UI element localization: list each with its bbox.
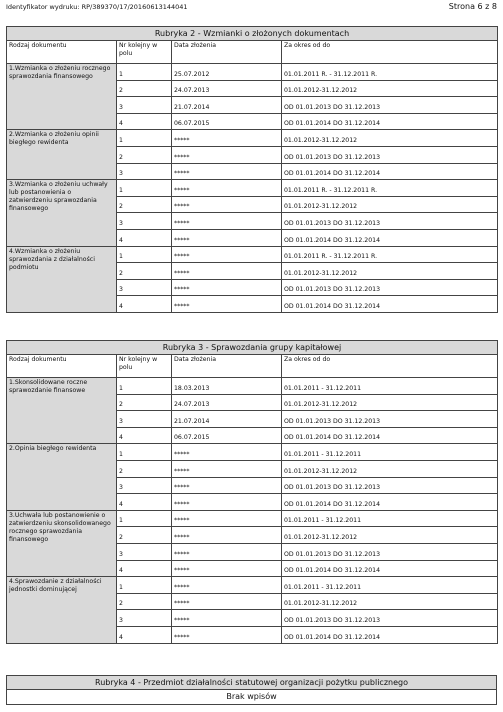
period: OD 01.01.2014 DO 31.12.2014 xyxy=(282,113,498,130)
rubryka-3-table xyxy=(6,340,498,644)
entry-number: 4 xyxy=(117,494,172,511)
entry-number: 4 xyxy=(117,296,172,313)
entry-number: 1 xyxy=(117,64,172,81)
submission-date: ***** xyxy=(172,180,282,197)
period: OD 01.01.2014 DO 31.12.2014 xyxy=(282,494,498,511)
entry-number: 1 xyxy=(117,510,172,527)
submission-date: 21.07.2014 xyxy=(172,97,282,114)
entry-number: 2 xyxy=(117,263,172,280)
column-header-row xyxy=(7,355,498,378)
column-header-row xyxy=(7,41,498,64)
column-header: Rodzaj dokumentu xyxy=(7,41,117,64)
document-type: 3.Wzmianka o złożeniu uchwały lub postanowienia o zatwierdzeniu sprawozdania finansowego xyxy=(7,180,117,246)
period: 01.01.2012-31.12.2012 xyxy=(282,593,498,610)
submission-date: 25.07.2012 xyxy=(172,64,282,81)
period: 01.01.2012-31.12.2012 xyxy=(282,130,498,147)
period: OD 01.01.2013 DO 31.12.2013 xyxy=(282,477,498,494)
document-type: 2.Wzmianka o złożeniu opinii biegłego rewidenta xyxy=(7,130,117,180)
submission-date: 06.07.2015 xyxy=(172,113,282,130)
entry-number: 2 xyxy=(117,80,172,97)
submission-date: ***** xyxy=(172,460,282,477)
entry-number: 1 xyxy=(117,577,172,594)
column-header: Data złożenia xyxy=(172,41,282,64)
entry-number: 3 xyxy=(117,477,172,494)
entry-number: 4 xyxy=(117,626,172,643)
entry-number: 3 xyxy=(117,163,172,180)
table-row xyxy=(7,246,498,263)
section-title: Rubryka 3 - Sprawozdania grupy kapitałowej xyxy=(7,341,498,355)
document-type: 3.Uchwała lub postanowienie o zatwierdzeniu skonsolidowanego rocznego sprawozdania finansowego xyxy=(7,510,117,576)
document-type: 2.Opinia biegłego rewidenta xyxy=(7,444,117,510)
entry-number: 2 xyxy=(117,146,172,163)
section-title: Rubryka 4 - Przedmiot działalności statutowej organizacji pożytku publicznego xyxy=(7,676,497,690)
entry-number: 1 xyxy=(117,180,172,197)
period: OD 01.01.2014 DO 31.12.2014 xyxy=(282,626,498,643)
entry-number: 4 xyxy=(117,229,172,246)
submission-date: 21.07.2014 xyxy=(172,411,282,428)
entry-number: 3 xyxy=(117,411,172,428)
entry-number: 2 xyxy=(117,527,172,544)
period: OD 01.01.2013 DO 31.12.2013 xyxy=(282,411,498,428)
submission-date: ***** xyxy=(172,229,282,246)
submission-date: 18.03.2013 xyxy=(172,378,282,395)
period: 01.01.2012-31.12.2012 xyxy=(282,263,498,280)
period: 01.01.2011 R. - 31.12.2011 R. xyxy=(282,180,498,197)
entry-number: 3 xyxy=(117,97,172,114)
entry-number: 2 xyxy=(117,394,172,411)
submission-date: ***** xyxy=(172,510,282,527)
period: 01.01.2012-31.12.2012 xyxy=(282,196,498,213)
period: OD 01.01.2013 DO 31.12.2013 xyxy=(282,213,498,230)
period: 01.01.2012-31.12.2012 xyxy=(282,80,498,97)
rubryka-2-table xyxy=(6,26,498,313)
submission-date: ***** xyxy=(172,477,282,494)
entry-number: 1 xyxy=(117,444,172,461)
document-type: 1.Wzmianka o złożeniu rocznego sprawozdania finansowego xyxy=(7,64,117,130)
period: 01.01.2011 - 31.12.2011 xyxy=(282,378,498,395)
section-title-row xyxy=(7,341,498,355)
document-type: 4.Sprawozdanie z działalności jednostki dominującej xyxy=(7,577,117,643)
submission-date: ***** xyxy=(172,593,282,610)
entry-number: 4 xyxy=(117,560,172,577)
section-title: Rubryka 2 - Wzmianki o złożonych dokumentach xyxy=(7,27,498,41)
submission-date: 24.07.2013 xyxy=(172,394,282,411)
document-type: 1.Skonsolidowane roczne sprawozdanie finansowe xyxy=(7,378,117,444)
entry-number: 3 xyxy=(117,610,172,627)
table-row xyxy=(7,577,498,594)
entry-number: 1 xyxy=(117,246,172,263)
empty-row xyxy=(7,690,497,705)
period: OD 01.01.2013 DO 31.12.2013 xyxy=(282,279,498,296)
submission-date: ***** xyxy=(172,296,282,313)
period: OD 01.01.2013 DO 31.12.2013 xyxy=(282,610,498,627)
column-header: Za okres od do xyxy=(282,41,498,64)
section-title-row xyxy=(7,27,498,41)
entry-number: 4 xyxy=(117,113,172,130)
submission-date: ***** xyxy=(172,246,282,263)
period: OD 01.01.2014 DO 31.12.2014 xyxy=(282,560,498,577)
column-header: Nr kolejny w polu xyxy=(117,41,172,64)
page-number: Strona 6 z 8 xyxy=(448,2,497,11)
period: 01.01.2011 R. - 31.12.2011 R. xyxy=(282,246,498,263)
table-row xyxy=(7,130,498,147)
page-header xyxy=(6,3,497,15)
rubryka-4-table xyxy=(6,675,497,705)
entry-number: 1 xyxy=(117,130,172,147)
submission-date: 06.07.2015 xyxy=(172,427,282,444)
submission-date: ***** xyxy=(172,213,282,230)
period: OD 01.01.2014 DO 31.12.2014 xyxy=(282,229,498,246)
period: OD 01.01.2013 DO 31.12.2013 xyxy=(282,146,498,163)
column-header: Data złożenia xyxy=(172,355,282,378)
entry-number: 3 xyxy=(117,543,172,560)
submission-date: ***** xyxy=(172,444,282,461)
entry-number: 3 xyxy=(117,279,172,296)
entry-number: 1 xyxy=(117,378,172,395)
period: OD 01.01.2013 DO 31.12.2013 xyxy=(282,543,498,560)
entry-number: 3 xyxy=(117,213,172,230)
column-header: Za okres od do xyxy=(282,355,498,378)
submission-date: ***** xyxy=(172,527,282,544)
submission-date: ***** xyxy=(172,560,282,577)
empty-entries-label: Brak wpisów xyxy=(7,690,497,705)
submission-date: ***** xyxy=(172,130,282,147)
period: OD 01.01.2014 DO 31.12.2014 xyxy=(282,163,498,180)
submission-date: ***** xyxy=(172,610,282,627)
table-row xyxy=(7,64,498,81)
table-row xyxy=(7,180,498,197)
entry-number: 2 xyxy=(117,196,172,213)
section-title-row xyxy=(7,676,497,690)
period: 01.01.2011 - 31.12.2011 xyxy=(282,444,498,461)
entry-number: 2 xyxy=(117,593,172,610)
submission-date: ***** xyxy=(172,196,282,213)
column-header: Rodzaj dokumentu xyxy=(7,355,117,378)
submission-date: ***** xyxy=(172,626,282,643)
submission-date: ***** xyxy=(172,163,282,180)
period: 01.01.2011 - 31.12.2011 xyxy=(282,510,498,527)
period: 01.01.2011 - 31.12.2011 xyxy=(282,577,498,594)
period: 01.01.2011 R. - 31.12.2011 R. xyxy=(282,64,498,81)
entry-number: 4 xyxy=(117,427,172,444)
column-header: Nr kolejny w polu xyxy=(117,355,172,378)
print-identifier: Identyfikator wydruku: RP/389370/17/20160613144041 xyxy=(6,3,188,11)
submission-date: ***** xyxy=(172,279,282,296)
submission-date: 24.07.2013 xyxy=(172,80,282,97)
period: 01.01.2012-31.12.2012 xyxy=(282,394,498,411)
period: OD 01.01.2014 DO 31.12.2014 xyxy=(282,296,498,313)
period: OD 01.01.2014 DO 31.12.2014 xyxy=(282,427,498,444)
period: 01.01.2012-31.12.2012 xyxy=(282,527,498,544)
period: 01.01.2012-31.12.2012 xyxy=(282,460,498,477)
table-row xyxy=(7,444,498,461)
entry-number: 2 xyxy=(117,460,172,477)
submission-date: ***** xyxy=(172,494,282,511)
submission-date: ***** xyxy=(172,263,282,280)
table-row xyxy=(7,378,498,395)
submission-date: ***** xyxy=(172,146,282,163)
submission-date: ***** xyxy=(172,543,282,560)
table-row xyxy=(7,510,498,527)
submission-date: ***** xyxy=(172,577,282,594)
document-type: 4.Wzmianka o złożeniu sprawozdania z działalności podmiotu xyxy=(7,246,117,312)
period: OD 01.01.2013 DO 31.12.2013 xyxy=(282,97,498,114)
